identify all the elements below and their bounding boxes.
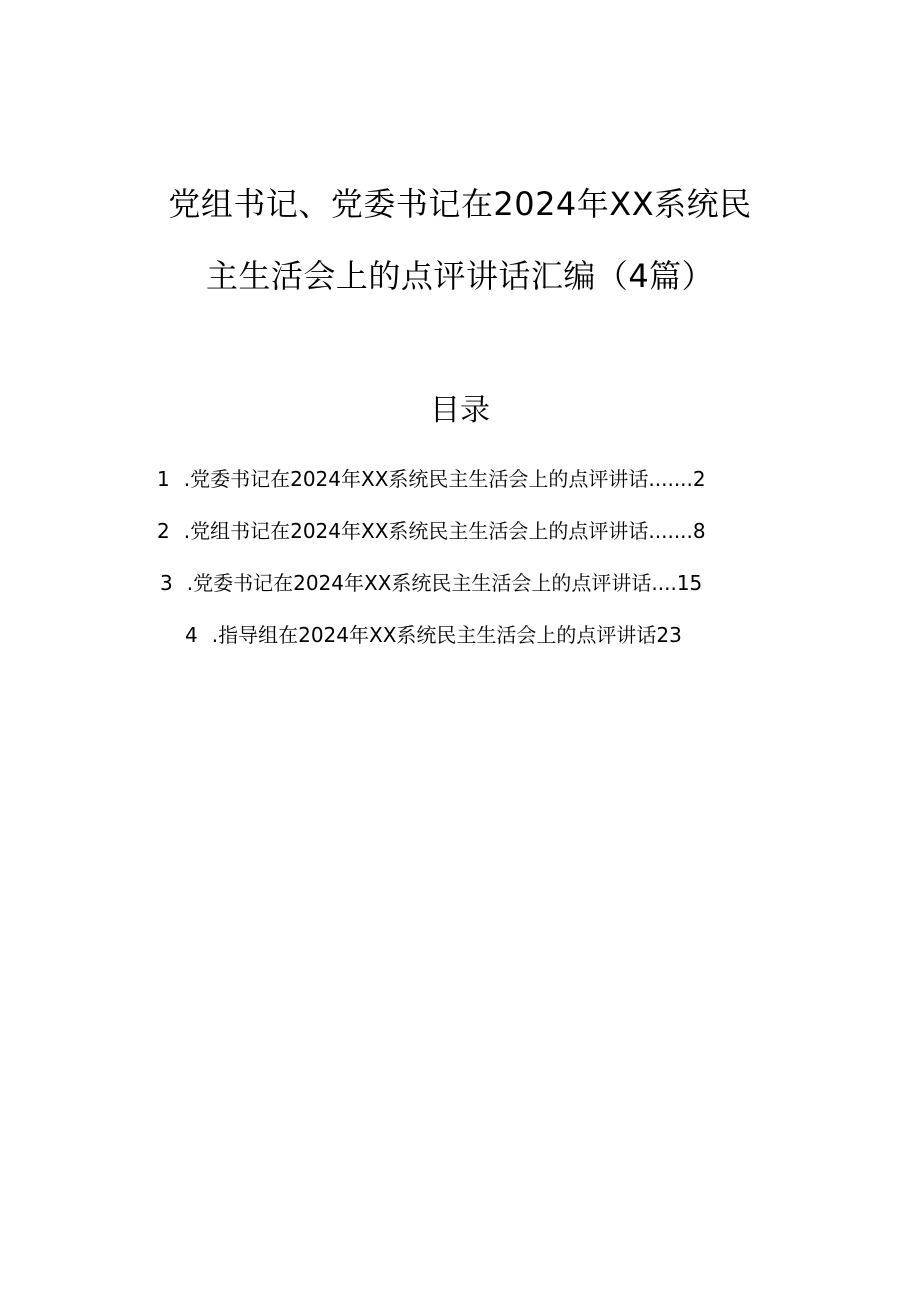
toc-item-number: 2 [157,519,170,543]
toc-item-text: .党委书记在2024年XX系统民主生活会上的点评讲话....15 [186,571,703,595]
toc-item-text: .党组书记在2024年XX系统民主生活会上的点评讲话.......8 [183,519,706,543]
toc-item-number: 4 [185,623,198,647]
toc-item-2[interactable] [157,518,706,544]
toc-item-3[interactable] [160,570,702,596]
document-title-line-2: 主生活会上的点评讲话汇编（4篇） [205,257,715,295]
document-title-line-1: 党组书记、党委书记在2024年XX系统民 [168,185,752,223]
toc-item-number: 1 [157,467,170,491]
toc-item-number: 3 [160,571,173,595]
toc-item-text: .党委书记在2024年XX系统民主生活会上的点评讲话.......2 [183,467,706,491]
toc-heading: 目录 [430,393,490,428]
toc-item-1[interactable] [157,466,706,492]
toc-item-4[interactable] [185,622,682,648]
toc-item-text: .指导组在2024年XX系统民主生活会上的点评讲话23 [211,623,682,647]
